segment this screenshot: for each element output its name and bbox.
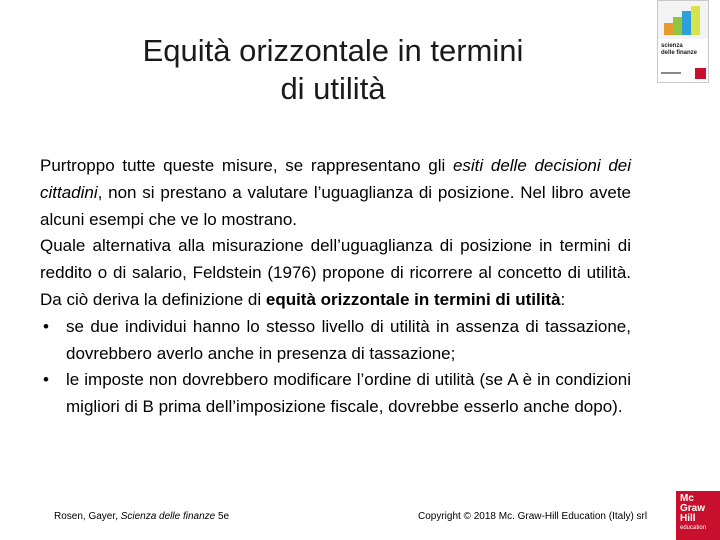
footer-citation-edition: 5e bbox=[215, 511, 230, 522]
book-cover-title-line-2: delle finanze bbox=[661, 50, 698, 56]
slide-title bbox=[40, 32, 626, 108]
bullet-list bbox=[40, 314, 631, 421]
slide-body bbox=[40, 153, 631, 421]
slide-title-line-2: di utilità bbox=[280, 71, 386, 106]
list-item-text: le imposte non dovrebbero modificare l’ordine di utilità (se A è in condizioni migliori di B prima dell’imposizione fiscale, dovrebbe esserlo anche dopo). bbox=[66, 370, 631, 417]
book-cover-bar bbox=[691, 6, 700, 35]
paragraph-2-bold: equità orizzontale in termini di utilità bbox=[265, 289, 561, 309]
book-cover-bar bbox=[682, 11, 691, 35]
bullet-icon: • bbox=[43, 316, 49, 336]
book-cover-publisher-logo bbox=[695, 68, 706, 79]
book-cover-bar bbox=[664, 23, 673, 35]
list-item-text: se due individui hanno lo stesso livello di utilità in assenza di tassazione, dovrebbero averlo anche in presenza di tassazione; bbox=[66, 316, 631, 363]
book-cover-title-line-1: scienza bbox=[661, 43, 683, 49]
paragraph-1 bbox=[40, 153, 631, 233]
logo-line-2: Graw bbox=[680, 503, 706, 514]
book-cover-bar bbox=[673, 17, 682, 35]
book-cover-title bbox=[661, 43, 707, 57]
paragraph-1-italic: esiti delle decisioni dei cittadini bbox=[40, 156, 632, 202]
list-item bbox=[40, 367, 631, 421]
logo-line-1: Mc bbox=[680, 493, 694, 504]
bullet-icon: • bbox=[43, 370, 49, 390]
logo-line-4: education bbox=[680, 525, 707, 531]
list-item bbox=[40, 314, 631, 368]
footer-citation-authors: Rosen, Gayer, bbox=[54, 511, 121, 522]
footer-citation bbox=[54, 511, 229, 522]
book-cover-thumbnail bbox=[657, 0, 709, 83]
paragraph-2 bbox=[40, 233, 631, 313]
paragraph-2-text-b: : bbox=[560, 289, 566, 309]
logo-line-3: Hill bbox=[680, 513, 696, 524]
paragraph-2-text-a: Quale alternativa alla misurazione dell’uguaglianza di posizione in termini di reddito o di salario, Feldstein (1976) propone di ricorrere al concetto di utilità. Da ciò deriva la definizione di bbox=[40, 236, 631, 309]
paragraph-1-text-a: Purtroppo tutte queste misure, se rappresentano gli bbox=[40, 156, 453, 175]
mcgraw-hill-logo bbox=[676, 491, 720, 540]
footer-copyright: Copyright © 2018 Mc. Graw-Hill Education (Italy) srl bbox=[418, 511, 648, 522]
footer-citation-book-title: Scienza delle finanze bbox=[120, 511, 216, 522]
slide-title-line-1: Equità orizzontale in termini bbox=[142, 33, 524, 68]
book-cover-author-line bbox=[661, 72, 681, 74]
paragraph-1-text-b: , non si prestano a valutare l’uguaglianza di posizione. Nel libro avete alcuni esempi che ve lo mostrano. bbox=[40, 182, 631, 229]
